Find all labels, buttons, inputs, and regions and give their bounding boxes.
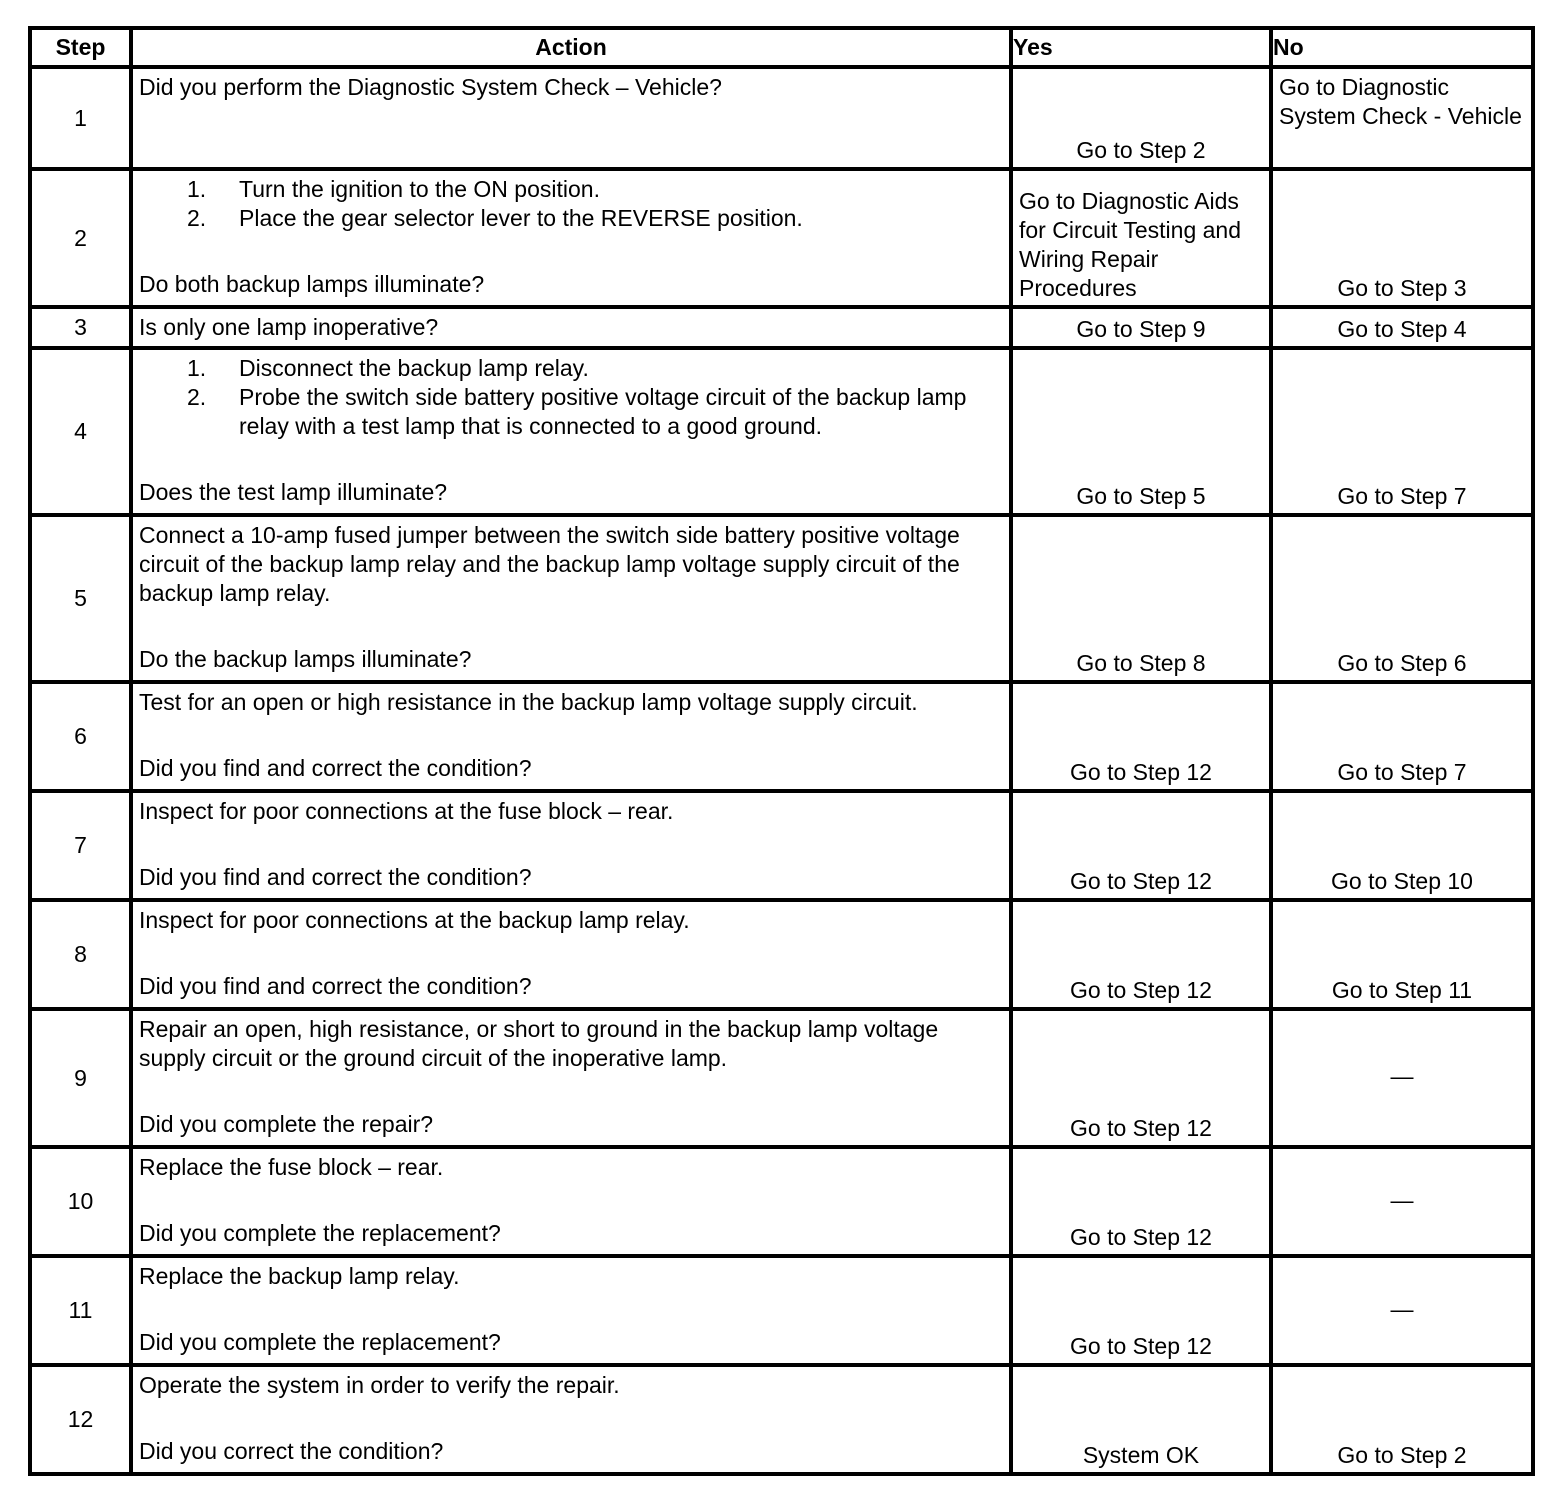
action-cell [131, 1256, 1011, 1365]
yes-cell [1011, 169, 1271, 307]
action-text: Repair an open, high resistance, or short to ground in the backup lamp voltage supply circuit or the ground circuit of the inoperative lamp. [139, 1016, 939, 1071]
no-result: — [1390, 1186, 1414, 1213]
header-action: Action [131, 28, 1011, 67]
no-cell [1271, 1365, 1533, 1474]
no-cell [1271, 1256, 1533, 1365]
yes-cell [1011, 791, 1271, 900]
step-number: 8 [30, 900, 131, 1009]
action-cell [131, 791, 1011, 900]
step-number: 5 [30, 515, 131, 682]
yes-cell [1011, 67, 1271, 169]
yes-result: Go to Step 12 [1070, 759, 1212, 785]
no-result: Go to Step 11 [1331, 977, 1473, 1003]
yes-result: Go to Step 8 [1076, 650, 1206, 676]
action-question: Did you find and correct the condition? [139, 755, 532, 781]
action-text: Did you perform the Diagnostic System Check – Vehicle? [139, 74, 722, 100]
no-cell [1271, 169, 1533, 307]
list-item [139, 354, 1003, 383]
no-result: Go to Diagnostic System Check - Vehicle [1279, 74, 1522, 129]
table-row [30, 1147, 1533, 1256]
table-row [30, 515, 1533, 682]
action-text: Is only one lamp inoperative? [139, 314, 439, 340]
no-result: Go to Step 7 [1337, 483, 1467, 509]
action-question: Did you complete the replacement? [139, 1220, 501, 1246]
yes-result: System OK [1082, 1442, 1200, 1468]
action-question: Did you find and correct the condition? [139, 864, 532, 890]
no-cell [1271, 348, 1533, 515]
step-number: 11 [30, 1256, 131, 1365]
yes-cell [1011, 515, 1271, 682]
table-row [30, 169, 1533, 307]
step-number: 3 [30, 307, 131, 348]
action-text: Replace the fuse block – rear. [139, 1154, 444, 1180]
action-steps-list [139, 354, 1003, 441]
list-item [139, 204, 1003, 233]
yes-result: Go to Step 2 [1076, 137, 1206, 163]
step-item-text: Place the gear selector lever to the REVERSE position. [239, 205, 803, 231]
list-item [139, 383, 1003, 441]
action-cell [131, 1147, 1011, 1256]
action-question: Did you complete the repair? [139, 1111, 434, 1137]
diagnostic-table [28, 26, 1535, 1476]
yes-cell [1011, 1365, 1271, 1474]
step-number: 4 [30, 348, 131, 515]
list-item [139, 175, 1003, 204]
action-text: Operate the system in order to verify the repair. [139, 1372, 620, 1398]
step-item-text: Turn the ignition to the ON position. [239, 176, 600, 202]
table-row [30, 307, 1533, 348]
action-cell [131, 169, 1011, 307]
no-cell [1271, 1009, 1533, 1147]
action-cell [131, 515, 1011, 682]
header-step: Step [30, 28, 131, 67]
yes-cell [1011, 1256, 1271, 1365]
no-cell [1271, 1147, 1533, 1256]
action-question: Did you correct the condition? [139, 1438, 444, 1464]
no-result: Go to Step 4 [1337, 316, 1467, 342]
yes-result: Go to Step 12 [1070, 1115, 1212, 1141]
step-item-text: Probe the switch side battery positive voltage circuit of the backup lamp relay with a test lamp that is connected to a good ground. [239, 384, 967, 439]
table-row [30, 1365, 1533, 1474]
table-row [30, 67, 1533, 169]
table-row [30, 1256, 1533, 1365]
yes-result: Go to Step 12 [1070, 1224, 1212, 1250]
yes-result: Go to Step 12 [1070, 868, 1212, 894]
action-cell [131, 307, 1011, 348]
step-number: 9 [30, 1009, 131, 1147]
action-text: Inspect for poor connections at the fuse block – rear. [139, 798, 674, 824]
yes-cell [1011, 307, 1271, 348]
action-cell [131, 682, 1011, 791]
table-row [30, 682, 1533, 791]
step-number: 6 [30, 682, 131, 791]
action-cell [131, 67, 1011, 169]
yes-result: Go to Step 5 [1076, 483, 1206, 509]
yes-result: Go to Step 12 [1070, 1333, 1212, 1359]
yes-result: Go to Diagnostic Aids for Circuit Testing and Wiring Repair Procedures [1019, 188, 1242, 301]
action-text: Replace the backup lamp relay. [139, 1263, 460, 1289]
yes-result: Go to Step 12 [1070, 977, 1212, 1003]
no-cell [1271, 515, 1533, 682]
header-row [30, 28, 1533, 67]
yes-cell [1011, 1009, 1271, 1147]
step-number: 2 [30, 169, 131, 307]
no-cell [1271, 900, 1533, 1009]
no-cell [1271, 67, 1533, 169]
no-result: Go to Step 10 [1331, 868, 1473, 894]
table-row [30, 348, 1533, 515]
yes-cell [1011, 348, 1271, 515]
no-result: — [1390, 1063, 1414, 1090]
step-item-number: 1. [187, 176, 207, 202]
no-cell [1271, 791, 1533, 900]
action-cell [131, 348, 1011, 515]
action-text: Test for an open or high resistance in the backup lamp voltage supply circuit. [139, 689, 918, 715]
action-question: Did you find and correct the condition? [139, 973, 532, 999]
step-number: 10 [30, 1147, 131, 1256]
no-result: Go to Step 7 [1337, 759, 1467, 785]
step-item-text: Disconnect the backup lamp relay. [239, 355, 589, 381]
no-result: Go to Step 3 [1337, 275, 1467, 301]
action-cell [131, 1009, 1011, 1147]
no-result: Go to Step 6 [1337, 650, 1467, 676]
yes-result: Go to Step 9 [1076, 316, 1206, 342]
step-number: 1 [30, 67, 131, 169]
action-question: Do the backup lamps illuminate? [139, 646, 472, 672]
action-question: Did you complete the replacement? [139, 1329, 501, 1355]
no-cell [1271, 307, 1533, 348]
action-question: Do both backup lamps illuminate? [139, 271, 485, 297]
action-question: Does the test lamp illuminate? [139, 479, 448, 505]
step-item-number: 2. [187, 205, 207, 231]
action-text: Connect a 10-amp fused jumper between the switch side battery positive voltage circuit of the backup lamp relay and the backup lamp voltage supply circuit of the backup lamp relay. [139, 522, 960, 606]
no-cell [1271, 682, 1533, 791]
action-text: Inspect for poor connections at the backup lamp relay. [139, 907, 690, 933]
table-row [30, 791, 1533, 900]
no-result: — [1390, 1295, 1414, 1322]
step-item-number: 1. [187, 355, 207, 381]
yes-cell [1011, 682, 1271, 791]
yes-cell [1011, 900, 1271, 1009]
action-cell [131, 1365, 1011, 1474]
yes-cell [1011, 1147, 1271, 1256]
step-number: 12 [30, 1365, 131, 1474]
header-yes: Yes [1011, 28, 1271, 67]
table-row [30, 900, 1533, 1009]
header-no: No [1271, 28, 1533, 67]
table-row [30, 1009, 1533, 1147]
no-result: Go to Step 2 [1337, 1442, 1467, 1468]
step-number: 7 [30, 791, 131, 900]
action-steps-list [139, 175, 1003, 233]
action-cell [131, 900, 1011, 1009]
step-item-number: 2. [187, 384, 207, 410]
